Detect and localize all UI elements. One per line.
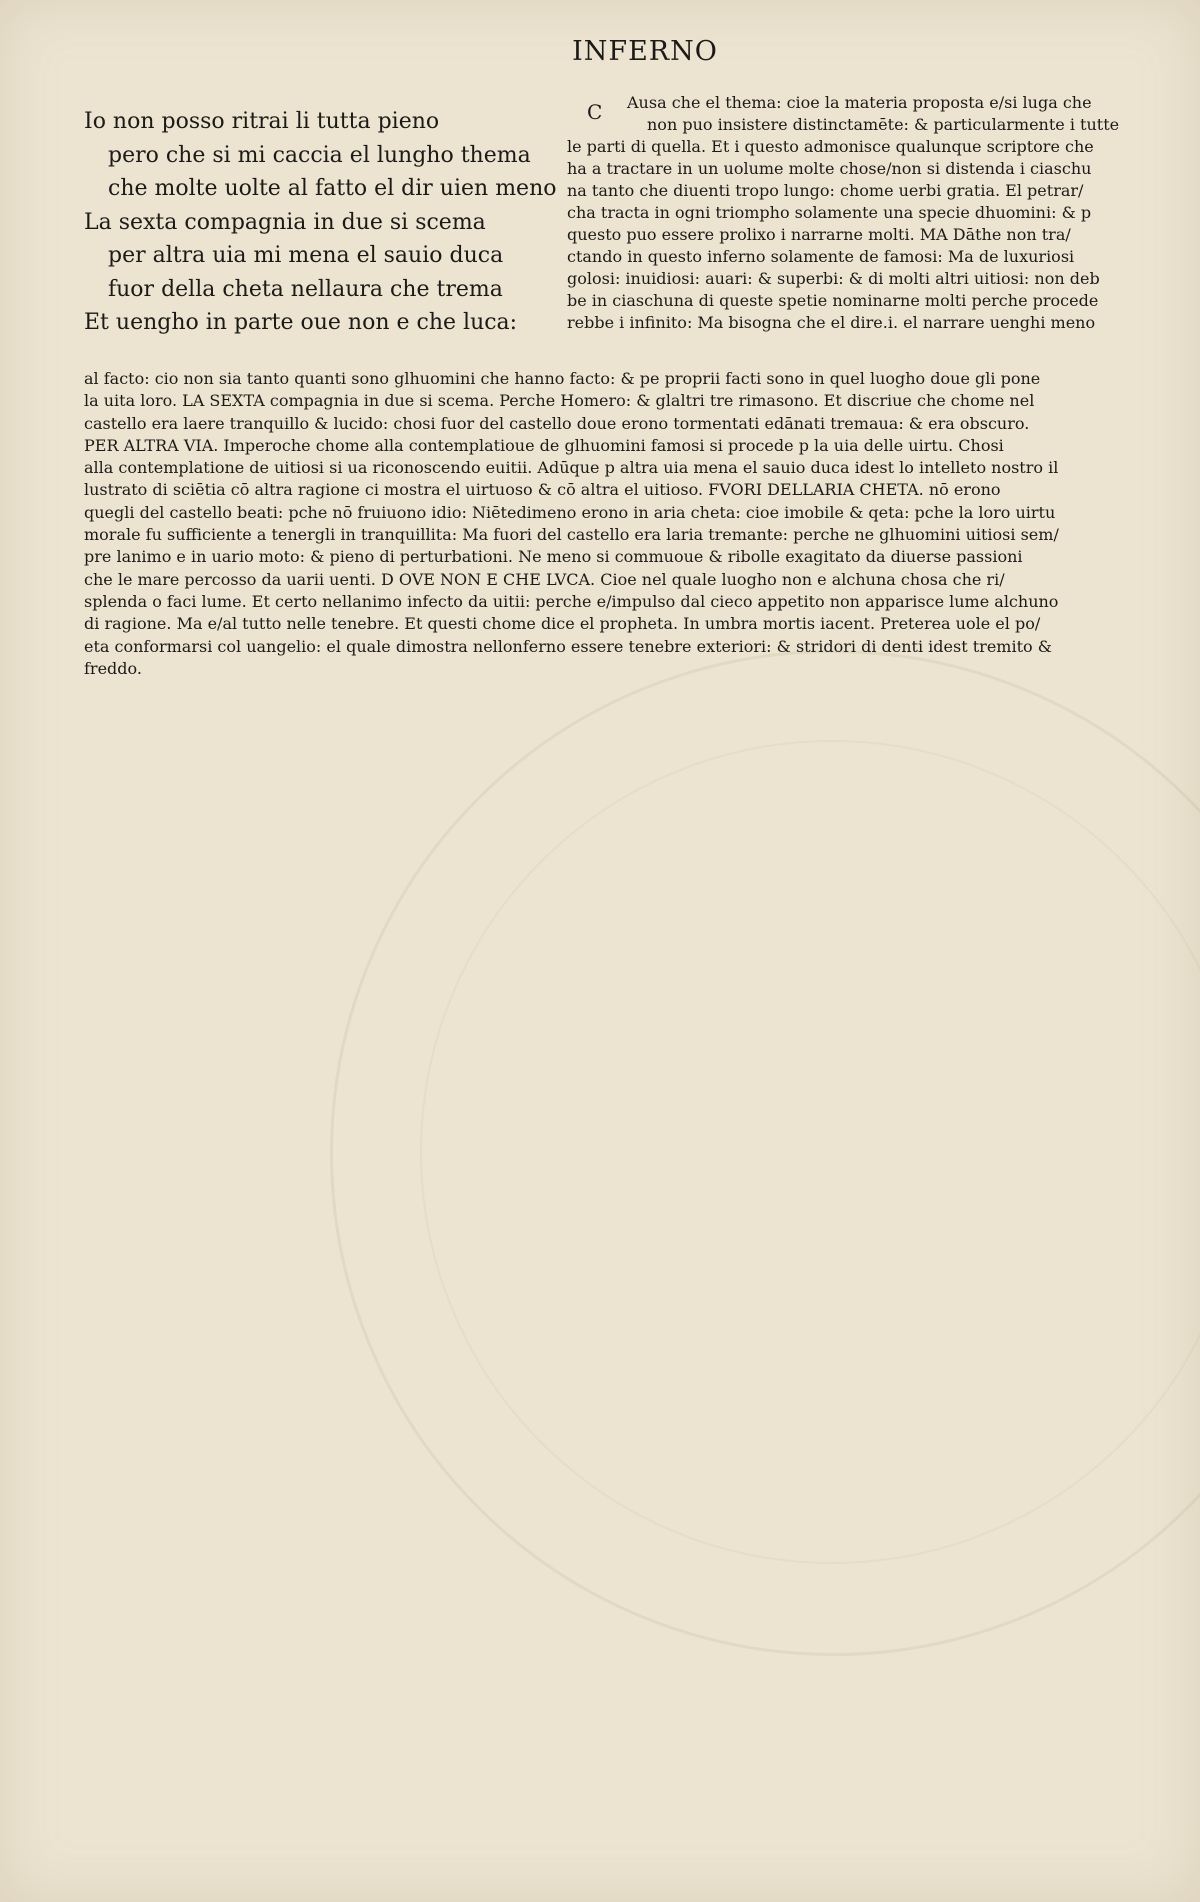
commentary-top-column — [567, 92, 1133, 334]
commentary-line: golosi: inuidiosi: auari: & superbi: & di molti altri uitiosi: non deb — [567, 269, 1100, 288]
commentary-line: che le mare percosso da uarii uenti. D OVE NON E CHE LVCA. Cioe nel quale luogho non e alchuna chosa che ri/ — [84, 569, 1005, 589]
commentary-line: castello era laere tranquillo & lucido: chosi fuor del castello doue erono tormentati edānati tremaua: & era obscuro. — [84, 413, 1030, 433]
commentary-line: Ausa che el thema: cioe la materia proposta e/si luga che — [627, 93, 1092, 112]
verse-line: per altra uia mi mena el sauio duca — [108, 243, 504, 268]
commentary-line: PER ALTRA VIA. Imperoche chome alla contemplatioue de glhuomini famosi si procede p la uia delle uirtu. Chosi — [84, 435, 1004, 455]
commentary-line: non puo insistere distinctamēte: & particularmente i tutte — [647, 115, 1120, 134]
commentary-line: lustrato di sciētia cō altra ragione ci mostra el uirtuoso & cō altra el uitioso. FVORI DELLARIA CHETA. nō erono — [84, 480, 1001, 500]
commentary-line: rebbe i infinito: Ma bisogna che el dire.i. el narrare uenghi meno — [567, 313, 1096, 332]
commentary-line: di ragione. Ma e/al tutto nelle tenebre. Et questi chome dice el propheta. In umbra mortis iacent. Preterea uole el po/ — [84, 614, 1041, 634]
commentary-line: na tanto che diuenti tropo lungo: chome uerbi gratia. El petrar/ — [567, 181, 1084, 200]
commentary-line: le parti di quella. Et i questo admonisce qualunque scriptore che — [567, 137, 1094, 156]
commentary-line: la uita loro. LA SEXTA compagnia in due si scema. Perche Homero: & glaltri tre rimasono. Et discriue che chome nel — [84, 391, 1035, 411]
commentary-initial: C — [587, 100, 603, 124]
verse-line: La sexta compagnia in due si scema — [84, 209, 486, 235]
commentary-line: be in ciaschuna di queste spetie nominarne molti perche procede — [567, 291, 1099, 310]
commentary-full-width — [84, 368, 1134, 680]
commentary-line: morale fu sufficiente a tenergli in tranquillita: Ma fuori del castello era laria tremante: perche ne glhuomini uitiosi sem/ — [84, 525, 1059, 545]
paper-watermark-inner — [420, 740, 1200, 1564]
commentary-line: alla contemplatione de uitiosi si ua riconoscendo euitii. Adūque p altra uia mena el sauio duca idest lo intelleto nostro il — [84, 458, 1059, 478]
commentary-line: ha a tractare in un uolume molte chose/non si distenda i ciaschu — [567, 159, 1092, 178]
verse-line: Et uengho in parte oue non e che luca: — [84, 310, 518, 335]
verse-line: pero che si mi caccia el lungho thema — [108, 142, 531, 168]
commentary-line: pre lanimo e in uario moto: & pieno di perturbationi. Ne meno si commuoue & ribolle exagitato da diuerse passioni — [84, 547, 1023, 567]
commentary-line: splenda o faci lume. Et certo nellanimo infecto da uitii: perche e/impulso dal cieco appetito non apparisce lume alchuno — [84, 591, 1059, 611]
verse-line: fuor della cheta nellaura che trema — [108, 276, 503, 302]
commentary-line: freddo. — [84, 658, 142, 678]
commentary-line: al facto: cio non sia tanto quanti sono glhuomini che hanno facto: & pe proprii facti sono in quel luogho doue gli pone — [84, 369, 1041, 388]
running-title: INFERNO — [572, 36, 718, 67]
verse-line: che molte uolte al fatto el dir uien meno — [108, 176, 557, 201]
commentary-line: cha tracta in ogni triompho solamente una specie dhuomini: & p — [567, 203, 1092, 222]
commentary-line: questo puo essere prolixo i narrarne molti. MA Dāthe non tra/ — [567, 225, 1071, 244]
verse-block — [84, 105, 557, 340]
verse-line: Io non posso ritrai li tutta pieno — [84, 109, 440, 134]
commentary-line: eta conformarsi col uangelio: el quale dimostra nellonferno essere tenebre exteriori: & stridori di denti idest tremito & — [84, 636, 1052, 656]
commentary-line: ctando in questo inferno solamente de famosi: Ma de luxuriosi — [567, 247, 1075, 266]
commentary-line: quegli del castello beati: pche nō fruiuono idio: Niētedimeno erono in aria cheta: cioe imobile & qeta: pche la loro uirtu — [84, 502, 1056, 522]
